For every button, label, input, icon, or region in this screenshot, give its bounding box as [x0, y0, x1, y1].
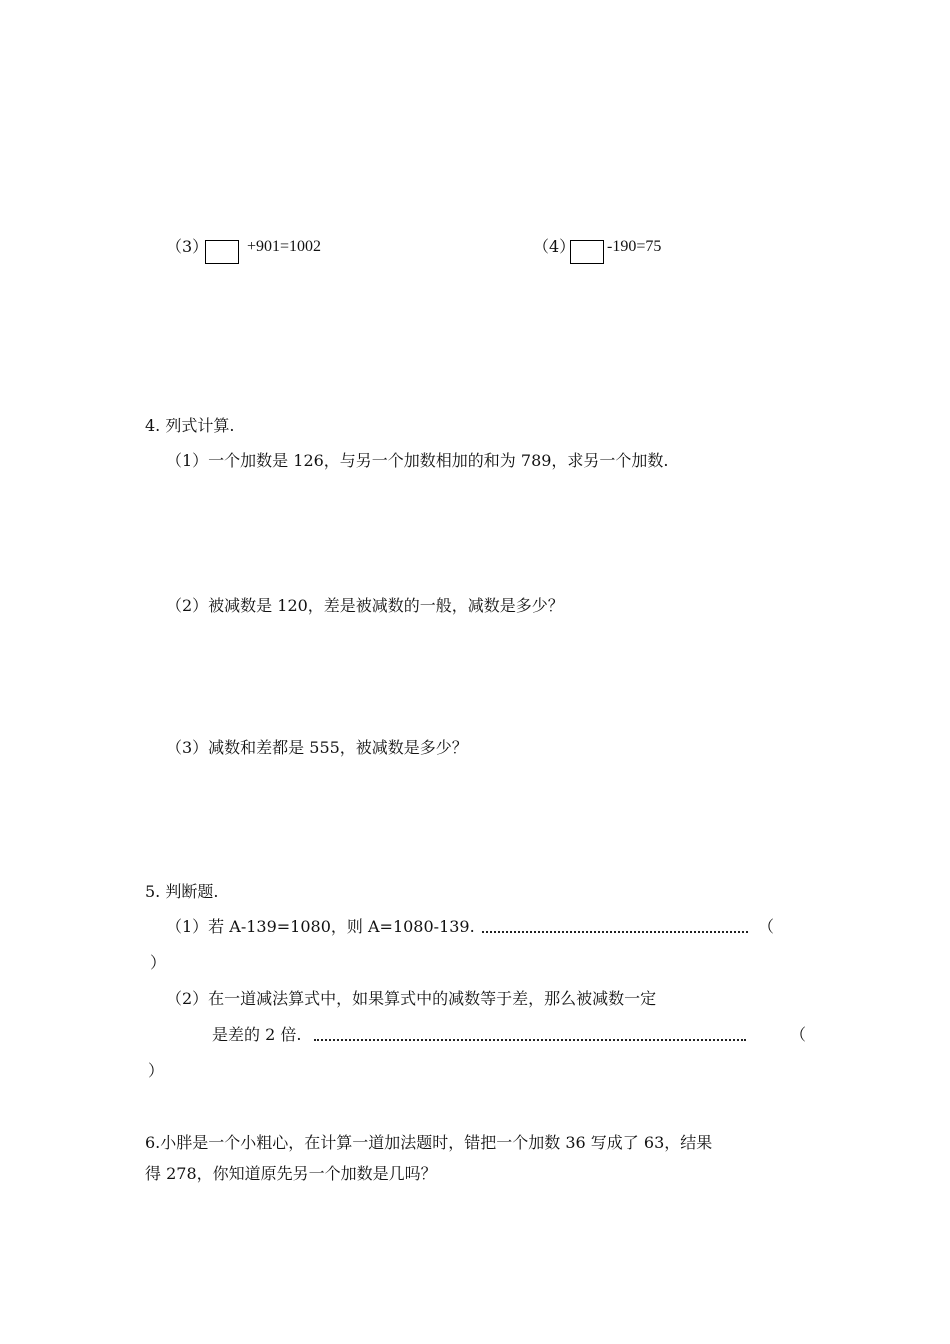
- answer-box-3[interactable]: [205, 240, 239, 264]
- section-4-item-1: （1）一个加数是 126，与另一个加数相加的和为 789，求另一个加数.: [166, 451, 669, 470]
- judge-item-2-leader: [314, 1039, 746, 1041]
- judge-item-1-text: （1）若 A-139=1080，则 A=1080-139.: [166, 917, 475, 936]
- judge-item-2-close-paren: ）: [148, 1061, 165, 1080]
- judge-item-1-close-paren: ）: [150, 953, 167, 972]
- item-4-label: （4）: [533, 237, 576, 256]
- answer-box-4[interactable]: [570, 240, 604, 264]
- judge-item-1-open-paren: （: [758, 917, 775, 936]
- judge-item-2-line-2: 是差的 2 倍.: [212, 1025, 302, 1044]
- section-5-title: 5. 判断题.: [145, 882, 219, 901]
- section-6-line-2: 得 278，你知道原先另一个加数是几吗？: [145, 1164, 437, 1183]
- section-4-title: 4. 列式计算.: [145, 416, 235, 435]
- item-3-label: （3）: [166, 237, 209, 256]
- section-4-item-2: （2）被减数是 120，差是被减数的一般，减数是多少？: [166, 596, 564, 615]
- judge-item-2-open-paren: （: [790, 1025, 807, 1044]
- item-4-expression: -190=75: [607, 238, 662, 255]
- judge-item-2-line-1: （2）在一道减法算式中，如果算式中的减数等于差，那么被减数一定: [166, 989, 657, 1008]
- judge-item-1-leader: [482, 931, 748, 933]
- item-3-expression: +901=1002: [247, 238, 322, 255]
- section-6-line-1: 6.小胖是一个小粗心，在计算一道加法题时，错把一个加数 36 写成了 63，结果: [145, 1133, 713, 1152]
- section-4-item-3: （3）减数和差都是 555，被减数是多少？: [166, 738, 468, 757]
